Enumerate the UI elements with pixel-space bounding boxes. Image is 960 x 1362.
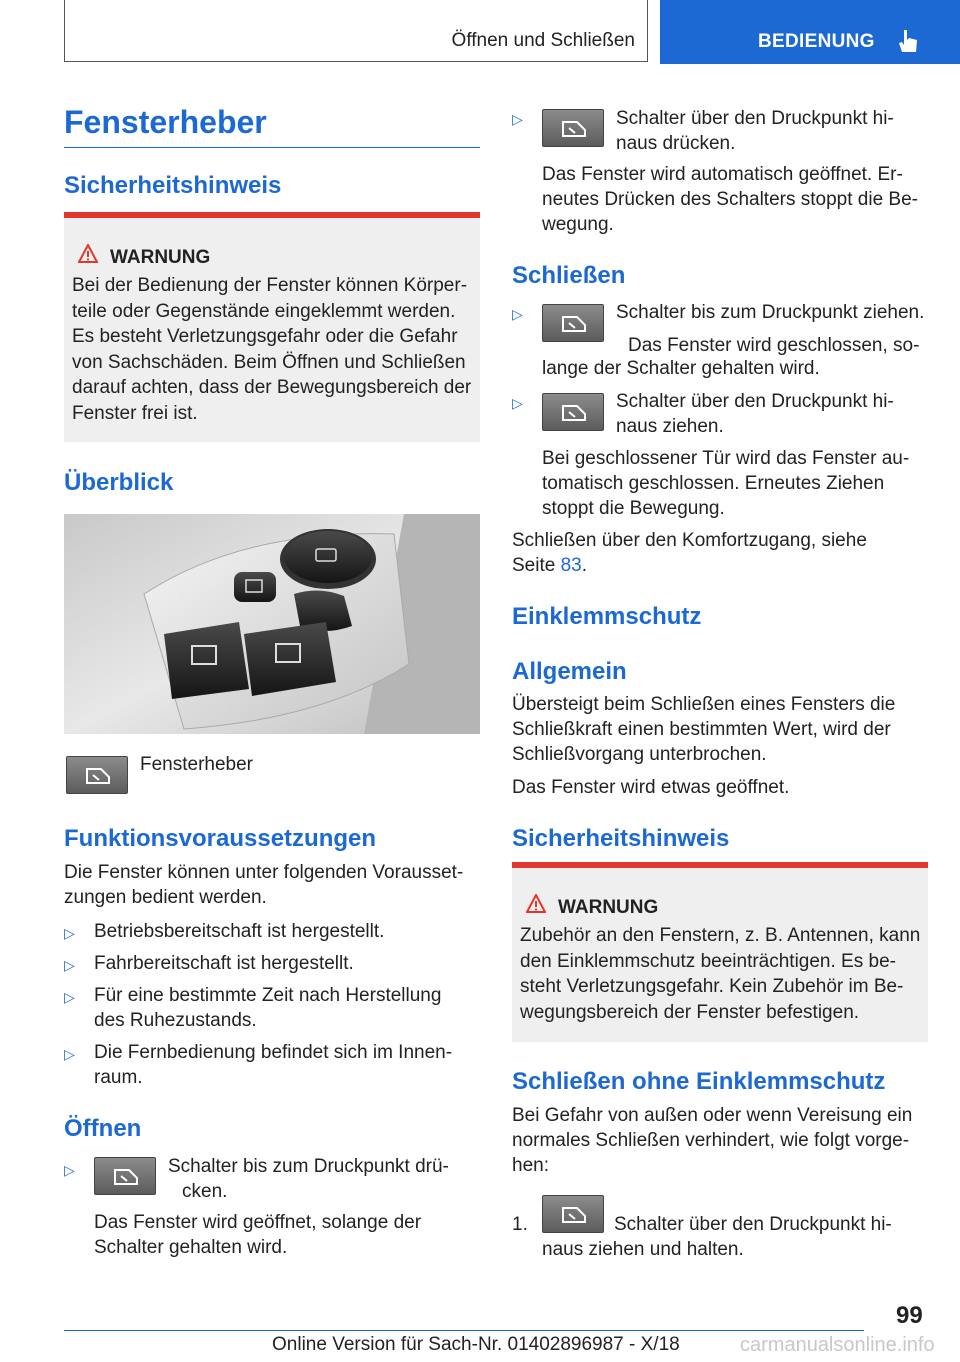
triangle-right-bullet: ▷ — [64, 989, 75, 1005]
warning-box — [64, 212, 480, 442]
func-heading: Funktionsvoraussetzungen — [64, 825, 377, 852]
hand-pointer-icon — [896, 28, 920, 54]
warning-box — [512, 862, 928, 1042]
step-1-text: Schalter über den Druckpunkt hi- — [614, 1214, 892, 1235]
window-switch-photo — [64, 514, 480, 734]
footer-online-version: Online Version für Sach-Nr. 01402896987 - X/18 — [272, 1334, 680, 1355]
triangle-right-bullet: ▷ — [64, 1046, 75, 1062]
close-heading: Schließen — [512, 262, 626, 289]
title-rule — [64, 147, 480, 148]
header-chapter-tab — [660, 0, 960, 64]
triangle-right-bullet: ▷ — [512, 111, 523, 127]
header-chapter-label: BEDIENUNG — [758, 31, 875, 52]
open-step-2: Schalter über den Druckpunkt hi- naus drücken. — [616, 108, 894, 154]
page-link[interactable]: 83 — [560, 555, 582, 576]
open-step-2-result: Das Fenster wird automatisch geöffnet. Er- neutes Drücken des Schalters stoppt die Be- wegung. — [542, 164, 918, 235]
warning-triangle-icon — [526, 894, 546, 914]
triangle-right-bullet: ▷ — [64, 925, 75, 941]
window-switch-icon — [542, 304, 604, 342]
safety-heading-right: Sicherheitshinweis — [512, 825, 730, 852]
window-switch-icon — [66, 756, 128, 794]
triangle-right-bullet: ▷ — [512, 306, 523, 322]
close-step-2: Schalter über den Druckpunkt hi- naus ziehen. — [616, 391, 894, 437]
close-step-1: Schalter bis zum Druckpunkt ziehen. — [616, 302, 925, 323]
triangle-right-bullet: ▷ — [64, 1162, 75, 1178]
nopinch-text: Bei Gefahr von außen oder wenn Vereisung ein normales Schließen verhindert, wie folgt vorge- hen: — [512, 1105, 913, 1176]
footer-rule — [64, 1330, 864, 1331]
window-switch-icon — [542, 109, 604, 147]
overview-heading: Überblick — [64, 469, 174, 496]
comfort-access-text: Schließen über den Komfortzugang, siehe Seite 83. — [512, 530, 867, 576]
func-intro: Die Fenster können unter folgenden Vorausset- zungen bedient werden. — [64, 862, 464, 908]
func-item: Die Fernbedienung befindet sich im Innen- raum. — [94, 1042, 453, 1088]
page-title: Fensterheber — [64, 104, 267, 140]
open-step-1-result: Das Fenster wird geöffnet, solange der Schalter gehalten wird. — [94, 1212, 422, 1258]
func-item: Für eine bestimmte Zeit nach Herstellung des Ruhezustands. — [94, 985, 442, 1031]
func-item: Betriebsbereitschaft ist hergestellt. — [94, 921, 385, 942]
close-step-1-result-a: Das Fenster wird geschlossen, so- — [628, 335, 920, 356]
func-item: Fahrbereitschaft ist hergestellt. — [94, 953, 354, 974]
general-heading: Allgemein — [512, 658, 627, 685]
window-switch-icon — [94, 1157, 156, 1195]
close-step-1-result-b: lange der Schalter gehalten wird. — [542, 358, 820, 379]
warning-triangle-icon — [78, 244, 98, 264]
warning-text: Bei der Bedienung der Fenster können Körper- teile oder Gegenstände eingeklemmt werden. Es besteht Verletzungsgefahr oder die Gefahr von Sachschäden. Beim Öffnen und Schließen darauf achten, dass der Bewegungsbereich der Fenster frei ist. — [72, 275, 472, 424]
triangle-right-bullet: ▷ — [512, 395, 523, 411]
step-1-text-cont: naus ziehen und halten. — [542, 1239, 744, 1260]
overview-caption: Fensterheber — [140, 754, 254, 775]
general-text: Übersteigt beim Schließen eines Fensters die Schließkraft einen bestimmten Wert, wird der Schließvorgang unterbrochen. — [512, 694, 896, 765]
close-step-2-result: Bei geschlossener Tür wird das Fenster au- tomatisch geschlossen. Erneutes Ziehen stoppt die Bewegung. — [542, 448, 910, 519]
page-number: 99 — [896, 1302, 923, 1329]
safety-heading: Sicherheitshinweis — [64, 172, 282, 199]
warning-title: WARNUNG — [558, 897, 659, 918]
header-section-tab — [64, 0, 648, 62]
open-step-1: Schalter bis zum Druckpunkt drü- cken. — [168, 1156, 449, 1202]
triangle-right-bullet: ▷ — [64, 957, 75, 973]
nopinch-heading: Schließen ohne Einklemmschutz — [512, 1068, 886, 1095]
window-switch-icon — [542, 393, 604, 431]
general-text-2: Das Fenster wird etwas geöffnet. — [512, 777, 790, 798]
step-number: 1. — [512, 1214, 528, 1235]
warning-title: WARNUNG — [110, 247, 211, 268]
header-section-label: Öffnen und Schließen — [451, 30, 635, 51]
open-heading: Öffnen — [64, 1115, 142, 1142]
warning-text: Zubehör an den Fenstern, z. B. Antennen, kann den Einklemmschutz beeinträchtigen. Es be- steht Verletzungsgefahr. Kein Zubehör im Be- wegungsbereich der Fenster befestigen. — [520, 925, 921, 1023]
pinch-heading: Einklemmschutz — [512, 603, 702, 630]
watermark: carmanualsonline.info — [740, 1334, 935, 1356]
window-switch-icon — [542, 1195, 604, 1233]
